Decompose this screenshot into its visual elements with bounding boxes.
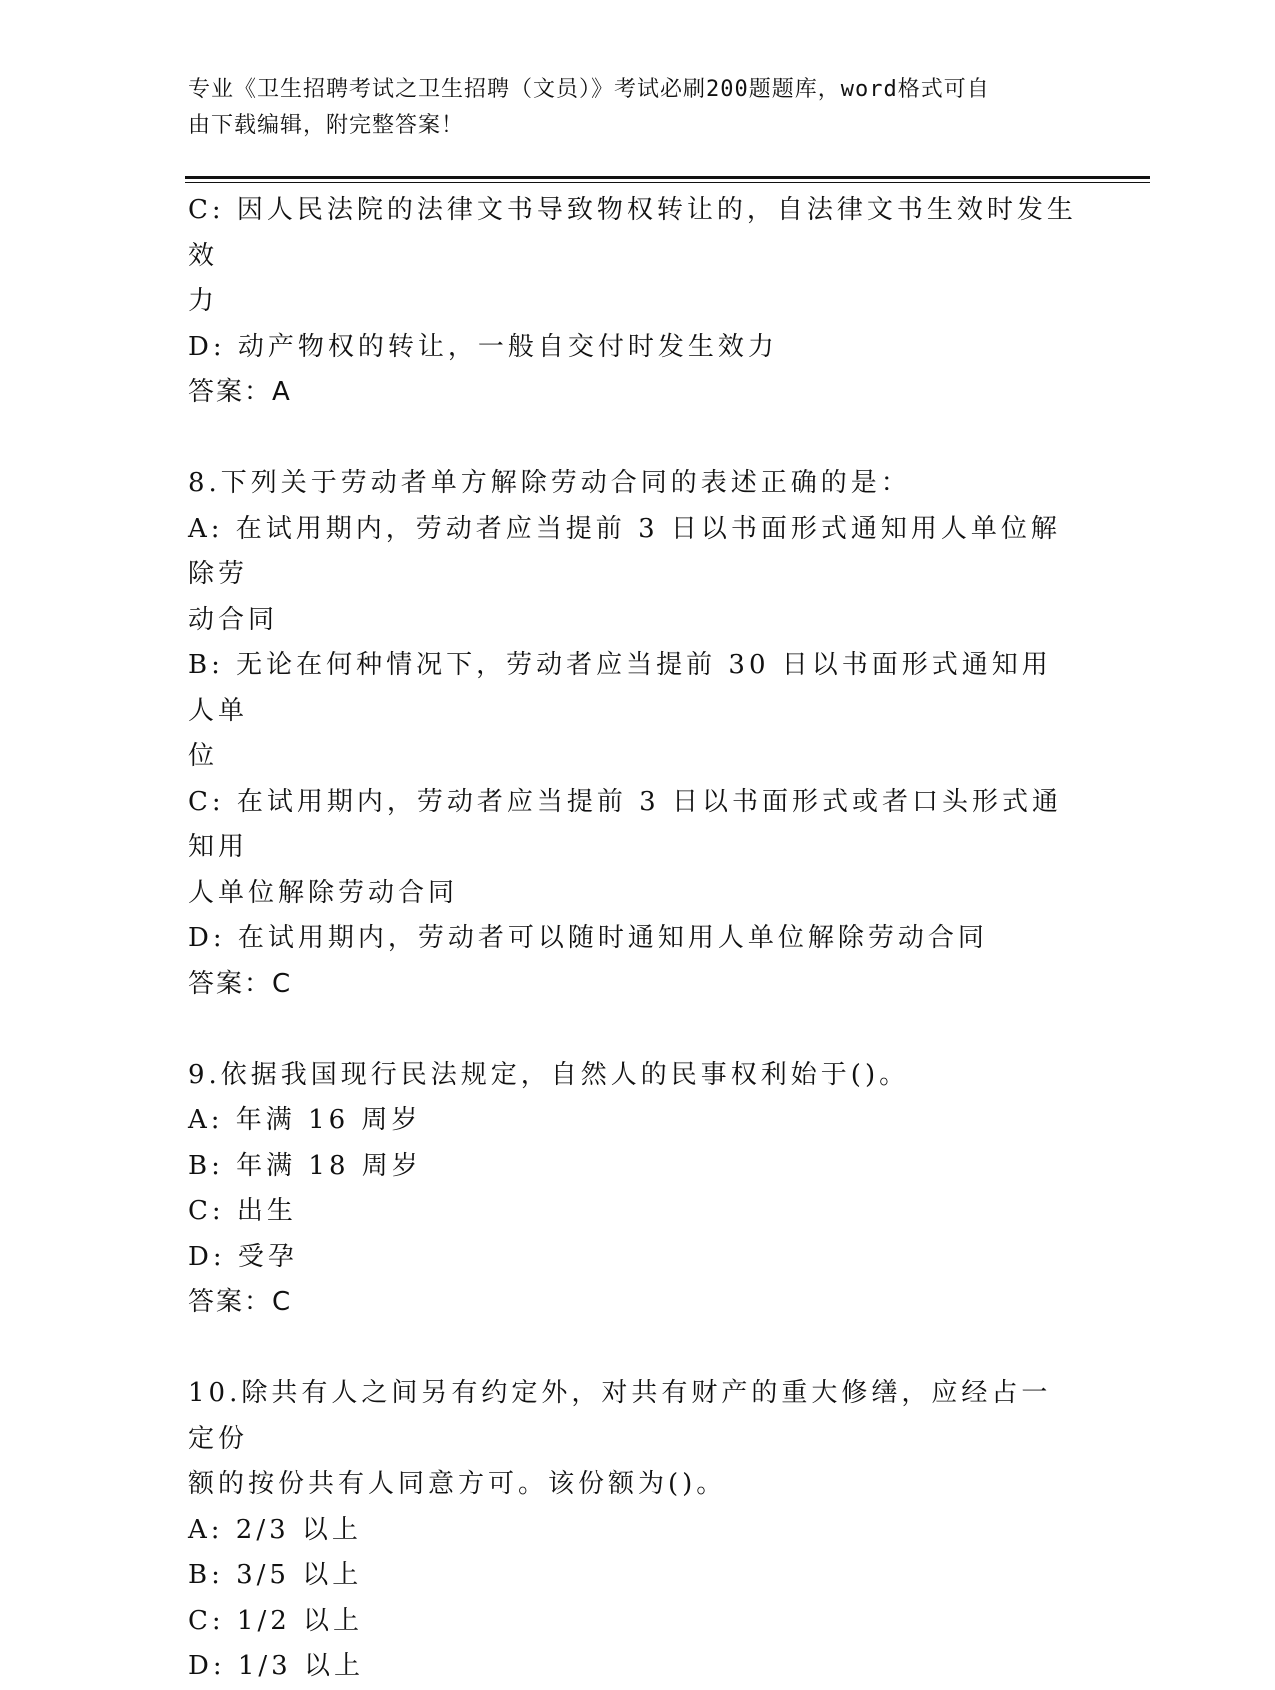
spacer [188,416,1078,462]
question-10-stem-line-2: 额的按份共有人同意方可。该份额为()。 [188,1469,727,1499]
question-content [188,188,1078,1690]
question-8-stem: 8.下列关于劳动者单方解除劳动合同的表述正确的是： [188,468,911,498]
question-7-option-d: D: 动产物权的转让，一般自交付时发生效力 [188,331,778,362]
question-10-option-b: B: 3/5 以上 [188,1560,363,1590]
spacer [188,1326,1078,1372]
question-10-option-c: C: 1/2 以上 [188,1605,364,1636]
question-8-option-a: A: 在试用期内，劳动者应当提前 3 日以书面形式通知用人单位解除劳 [188,513,1061,589]
question-8-option-b-continued: 位 [188,741,219,771]
question-8-option-d: D: 在试用期内，劳动者可以随时通知用人单位解除劳动合同 [188,923,988,953]
document-header [188,72,1068,144]
header-title-line-1: 专业《卫生招聘考试之卫生招聘（文员）》考试必刷200题题库，word格式可自 [188,77,990,102]
question-7-option-c: C: 因人民法院的法律文书导致物权转让的，自法律文书生效时发生效 [188,195,1077,271]
question-8-option-a-continued: 动合同 [188,604,279,635]
question-10-stem-line-1: 10.除共有人之间另有约定外，对共有财产的重大修缮，应经占一定份 [188,1378,1052,1454]
question-9-stem: 9.依据我国现行民法规定，自然人的民事权利始于()。 [188,1059,910,1090]
question-9-option-a: A: 年满 16 周岁 [188,1105,422,1135]
question-10-option-a: A: 2/3 以上 [188,1514,362,1545]
header-divider-thick [185,176,1150,179]
question-7-answer: 答案：A [188,377,292,407]
question-8-block [188,461,1078,1007]
spacer [188,1007,1078,1053]
question-8-option-c-continued: 人单位解除劳动合同 [188,877,459,908]
question-8-option-b: B: 无论在何种情况下，劳动者应当提前 30 日以书面形式通知用人单 [188,650,1052,726]
question-9-option-c: C: 出生 [188,1196,297,1226]
question-9-option-b: B: 年满 18 周岁 [188,1150,422,1181]
question-9-answer: 答案：C [188,1287,293,1317]
question-7-option-c-continued: 力 [188,286,219,316]
question-8-option-c: C: 在试用期内，劳动者应当提前 3 日以书面形式或者口头形式通知用 [188,786,1062,862]
question-9-option-d: D: 受孕 [188,1241,298,1272]
question-9-block [188,1053,1078,1326]
question-10-option-d: D: 1/3 以上 [188,1651,364,1681]
question-10-block [188,1371,1078,1690]
question-8-answer: 答案：C [188,968,293,999]
header-divider-thin [185,182,1150,183]
question-7-block [188,188,1078,416]
header-title-line-2: 由下载编辑，附完整答案！ [188,113,465,138]
